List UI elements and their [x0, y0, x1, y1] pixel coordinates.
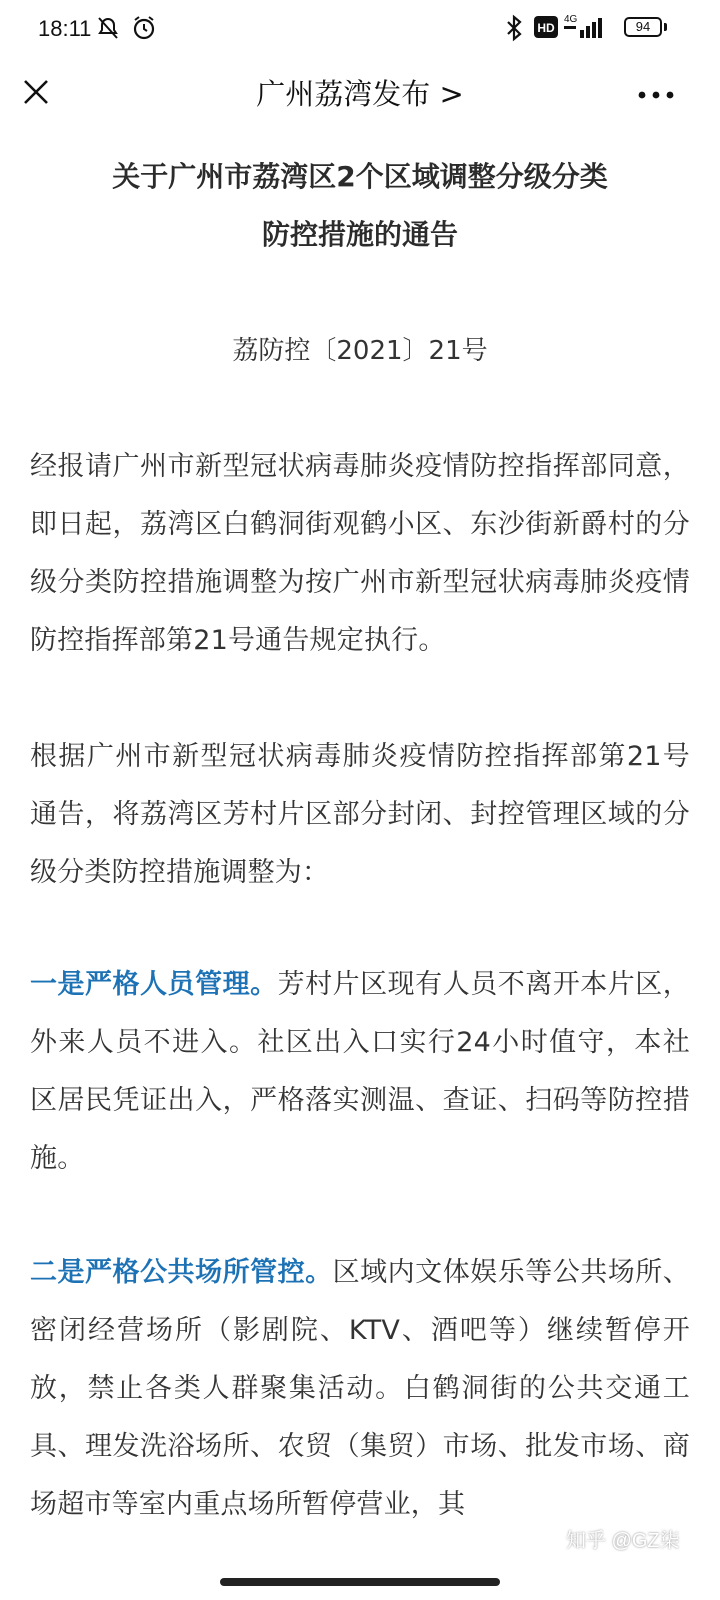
battery-icon: 94 — [624, 17, 662, 37]
svg-text:HD: HD — [537, 21, 555, 35]
paragraph-3-lead: 一是严格人员管理。 — [30, 969, 278, 1000]
paragraph-4-body: 区域内文体娱乐等公共场所、密闭经营场所（影剧院、KTV、酒吧等）继续暂停开放，禁止各类人群聚集活动。白鹤洞街的公共交通工具、理发洗浴场所、农贸（集贸）市场、批发市场、商场超市等室内重点场所暂停营业，其 — [30, 1257, 690, 1520]
svg-text:4G: 4G — [564, 14, 578, 25]
status-bar — [0, 0, 720, 56]
hd-icon — [534, 16, 558, 43]
watermark: 知乎 @GZ柒 — [566, 1530, 680, 1552]
paragraph-3-body: 芳村片区现有人员不离开本片区，外来人员不进入。社区出入口实行24小时值守，本社区居民凭证出入，严格落实测温、查证、扫码等防控措施。 — [30, 969, 690, 1174]
more-button[interactable] — [636, 86, 676, 98]
paragraph-2: 根据广州市新型冠状病毒肺炎疫情防控指挥部第21号通告，将荔湾区芳村片区部分封闭、封控管理区域的分级分类防控措施调整为： — [30, 741, 690, 888]
battery-tip — [664, 23, 667, 31]
signal-icon — [562, 12, 612, 45]
paragraph-1: 经报请广州市新型冠状病毒肺炎疫情防控指挥部同意，即日起，荔湾区白鹤洞街观鹤小区、东沙街新爵村的分级分类防控措施调整为按广州市新型冠状病毒肺炎疫情防控指挥部第21号通告规定执行。 — [30, 451, 690, 656]
paragraph-4 — [30, 1244, 690, 1534]
home-indicator[interactable] — [220, 1578, 500, 1586]
mute-icon — [94, 14, 122, 47]
paragraph-3 — [30, 956, 690, 1188]
nav-bar — [0, 56, 720, 124]
alarm-icon — [130, 14, 158, 47]
paragraph-4-lead: 二是严格公共场所管控。 — [30, 1257, 333, 1288]
account-title-link[interactable]: 广州荔湾发布 > — [256, 77, 464, 111]
article-title-line2: 防控措施的通告 — [261, 218, 458, 251]
article-title-line1: 关于广州市荔湾区2个区域调整分级分类 — [112, 160, 608, 193]
article-title — [60, 148, 660, 264]
bluetooth-icon — [504, 14, 524, 47]
status-time: 18:11 — [38, 16, 92, 41]
more-dots-icon — [636, 89, 676, 101]
document-number: 荔防控〔2021〕21号 — [232, 336, 488, 366]
